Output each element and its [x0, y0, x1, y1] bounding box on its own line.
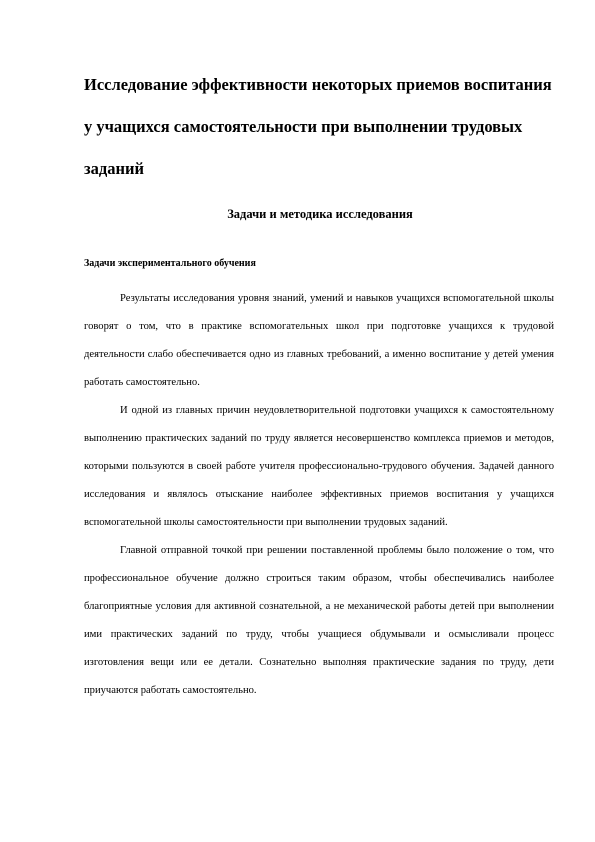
body-text — [84, 285, 554, 705]
paragraph: Главной отправной точкой при решении поставленной проблемы было положение о том, что профессиональное обучение должно строиться таким образом, чтобы обеспечивались наиболее благоприятные условия для активной сознательной, а не механической работы детей при выполнении ими практических заданий по труду, чтобы учащиеся обдумывали и осмысливали процесс изготовления вещи или ее детали. Сознательно выполняя практические задания по труду, дети приучаются работать самостоятельно. — [84, 545, 554, 696]
section-heading: Задачи экспериментального обучения — [84, 258, 256, 269]
paragraph: Результаты исследования уровня знаний, умений и навыков учащихся вспомогательной школы говорят о том, что в практике вспомогательных школ при подготовке учащихся к трудовой деятельности слабо обеспечивается одно из главных требований, а именно воспитание у детей умения работать самостоятельно. — [84, 293, 554, 388]
document-subtitle: Задачи и методика исследования — [227, 207, 413, 221]
paragraph: И одной из главных причин неудовлетворительной подготовки учащихся к самостоятельному выполнению практических заданий по труду является несовершенство комплекса приемов и методов, которыми пользуются в своей работе учителя профессионально-трудового обучения. Задачей данного исследования и являлось отыскание наиболее эффективных приемов воспитания у учащихся вспомогательной школы самостоятельности при выполнении трудовых заданий. — [84, 405, 554, 528]
document-title: Исследование эффективности некоторых приемов воспитания у учащихся самостоятельности при выполнении трудовых заданий — [84, 75, 552, 178]
